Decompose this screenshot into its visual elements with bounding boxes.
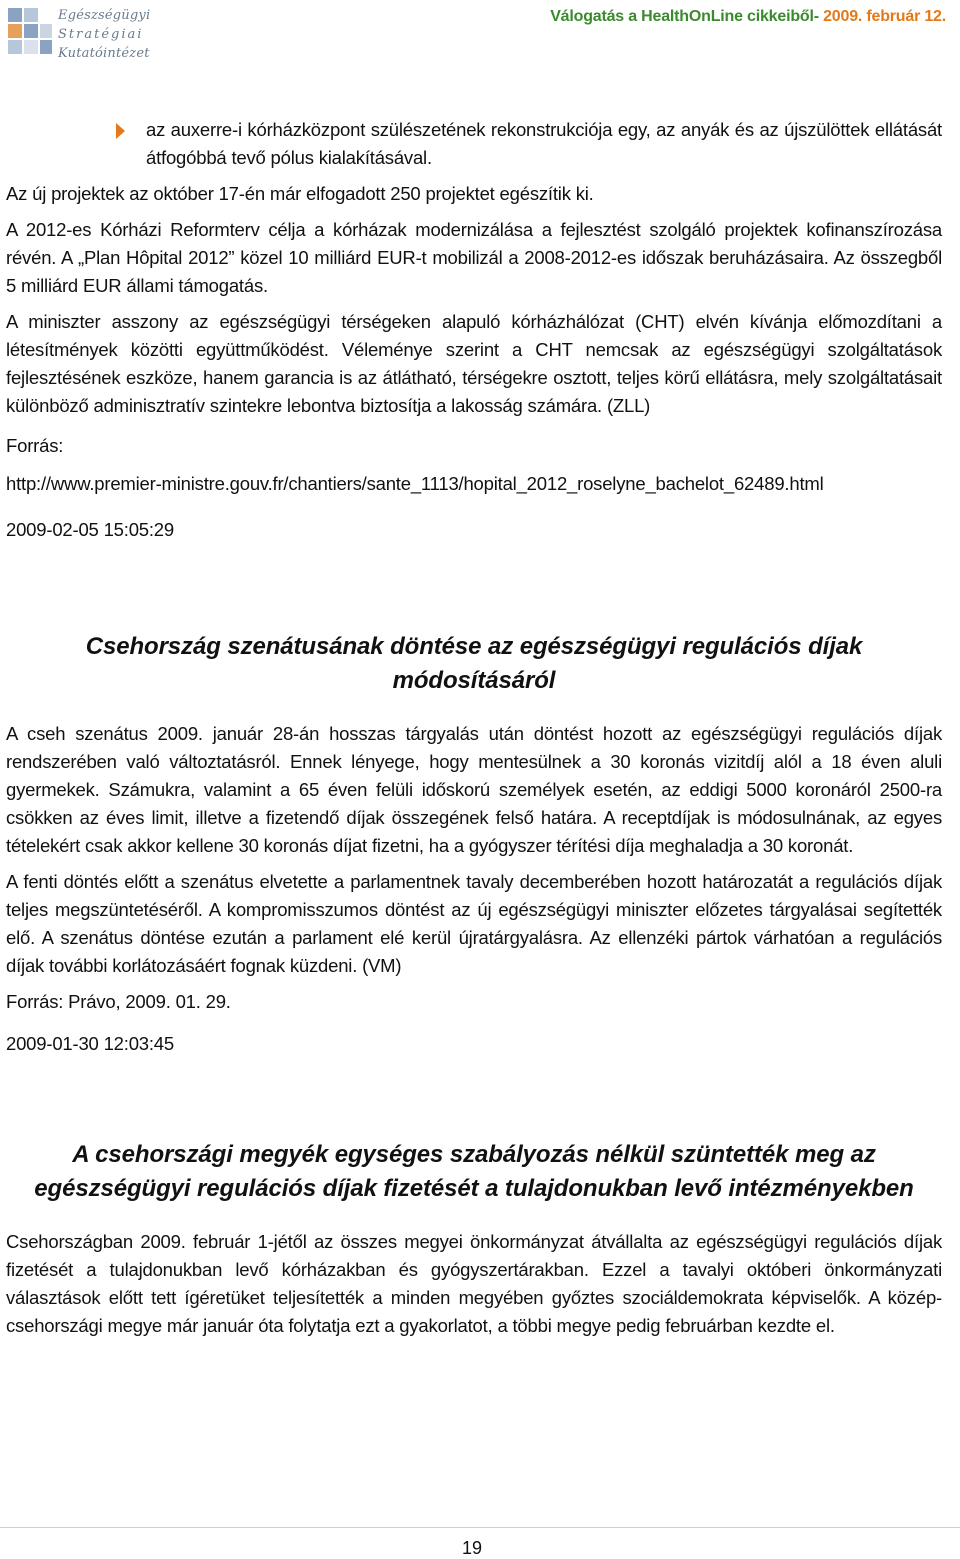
article-title: A csehországi megyék egységes szabályozás nélkül szüntették meg az egészségügyi regulációs díjak fizetését a tulajdonukban levő intézményekben	[34, 1141, 914, 1202]
paragraph: A miniszter asszony az egészségügyi térségeken alapuló kórházhálózat (CHT) elvén kívánja előmozdítani a létesítmények közötti együttműködést. Véleménye szerint a CHT nemcsak az egészségügyi szolgáltatások fejlesztésének eszköze, hanem garancia is az átlátható, térségekre osztott, teljes körű ellátásra, mely szolgáltatásait különböző adminisztratív szintekre lebontva biztosítja a lakosság számára. (ZLL)	[6, 311, 942, 416]
paragraph: A cseh szenátus 2009. január 28-án hosszas tárgyalás után döntést hozott az egészségügyi regulációs díjak rendszerében való változtatásról. Ennek lényege, hogy mentesülnek a 30 koronás vizitdíj alól a 18 éven aluli gyermekek. Számukra, valamint a 65 éven felüli időskorú személyek esetén, az eddigi 5000 koronáról 2500-ra csökken az éves limit, illetve a fizetendő díjak összegének felső határa. A receptdíjak is módosulnának, az egyes tételekért csak akkor kellene 30 koronás díjat fizetni, ha a gyógyszer térítési díja meghaladja a 30 koronát.	[6, 723, 942, 856]
bullet-text: az auxerre-i kórházközpont szülészetének rekonstrukciója egy, az anyák és az újszülöttek ellátását átfogóbbá tevő pólus kialakításával.	[146, 119, 942, 168]
logo-line-3: Kutatóintézet	[58, 46, 150, 61]
source-link[interactable]: http://www.premier-ministre.gouv.fr/chantiers/sante_1113/hopital_2012_roselyne_bachelot_62489.html	[6, 473, 824, 494]
arrow-bullet-icon	[116, 123, 125, 139]
source-label: Forrás:	[6, 435, 64, 456]
logo-line-2: Stratégiai	[58, 27, 144, 42]
logo-line-1: Egészségügyi	[58, 8, 151, 23]
page-header	[0, 0, 960, 70]
footer-divider	[0, 1527, 960, 1528]
header-title-text: Válogatás a HealthOnLine cikkeiből-	[550, 8, 819, 25]
paragraph: Csehországban 2009. február 1-jétől az összes megyei önkormányzat átvállalta az egészségügyi regulációs díjak fizetését a tulajdonukban levő kórházakban és gyógyszertárakban. Ezzel a tavalyi októberi önkormányzati választások előtt tett ígéretüket teljesítették a minden megyében győztes szociáldemokrata képviselők. A közép-csehországi megye már január óta folytatja ezt a gyakorlatot, a többi megye pedig februárban kezdte el.	[6, 1231, 942, 1336]
bullet-item	[6, 116, 942, 172]
paragraph: A fenti döntés előtt a szenátus elvetette a parlamentnek tavaly decemberében hozott határozatát a regulációs díjak teljes megszüntetéséről. A kompromisszumos döntést az új egészségügyi miniszter előzetes tárgyalásai segítették elő. A szenátus döntése ezután a parlament elé kerül újratárgyalásra. Az ellenzéki pártok várhatóan a regulációs díjak további korlátozásáért fognak küzdeni. (VM)	[6, 871, 942, 976]
paragraph: A 2012-es Kórházi Reformterv célja a kórházak modernizálása a fejlesztést szolgáló projektek kofinanszírozása révén. A „Plan Hôpital 2012” közel 10 milliárd EUR-t mobilizál a 2008-2012-es időszak beruházásaira. Az összegből 5 milliárd EUR állami támogatás.	[6, 219, 942, 296]
source-label: Forrás: Právo, 2009. 01. 29.	[6, 991, 231, 1012]
header-title	[550, 8, 946, 26]
article-title: Csehország szenátusának döntése az egészségügyi regulációs díjak módosításáról	[85, 633, 863, 694]
page-content	[6, 116, 942, 1348]
paragraph: Az új projektek az október 17-én már elfogadott 250 projektet egészítik ki.	[6, 183, 594, 204]
header-date: 2009. február 12.	[823, 8, 946, 25]
institute-logo	[2, 4, 162, 64]
timestamp: 2009-01-30 12:03:45	[6, 1033, 174, 1054]
logo-mark-icon	[2, 4, 56, 64]
timestamp: 2009-02-05 15:05:29	[6, 519, 174, 540]
page-number: 19	[461, 1538, 483, 1558]
